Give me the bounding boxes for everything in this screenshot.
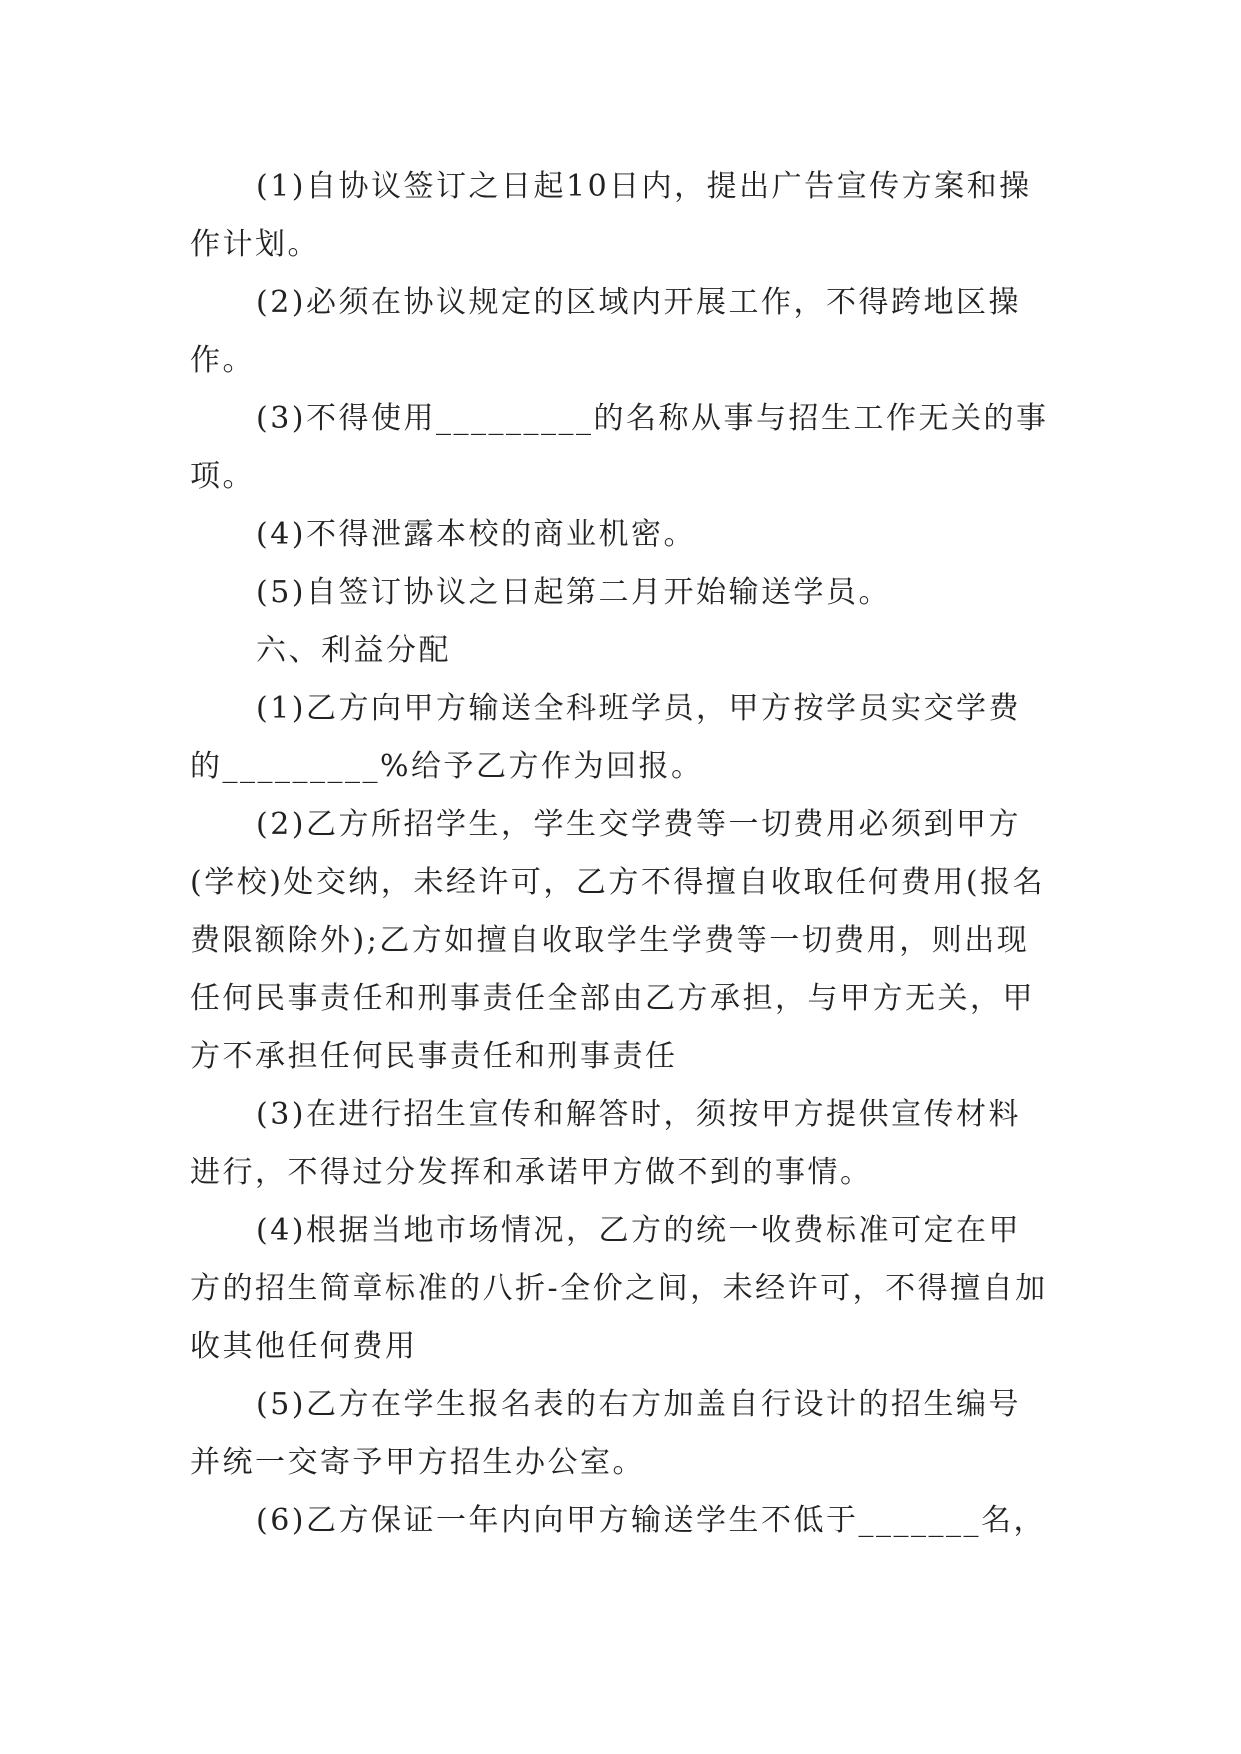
document-body — [190, 158, 1050, 1550]
paragraph-1: (1)自协议签订之日起10日内，提出广告宣传方案和操作计划。 — [190, 169, 1032, 262]
paragraph-10: (5)乙方在学生报名表的右方加盖自行设计的招生编号并统一交寄予甲方招生办公室。 — [190, 1387, 1021, 1480]
paragraph-5: (5)自签订协议之日起第二月开始输送学员。 — [256, 575, 891, 610]
paragraph-3: (3)不得使用_________的名称从事与招生工作无关的事项。 — [190, 401, 1049, 494]
paragraph-4: (4)不得泄露本校的商业机密。 — [256, 517, 696, 552]
section-heading: 六、利益分配 — [256, 633, 451, 668]
paragraph-2: (2)必须在协议规定的区域内开展工作，不得跨地区操作。 — [190, 285, 1021, 378]
paragraph-9: (4)根据当地市场情况，乙方的统一收费标准可定在甲方的招生简章标准的八折-全价之间，未经许可，不得擅自加收其他任何费用 — [190, 1213, 1048, 1364]
paragraph-7: (2)乙方所招学生，学生交学费等一切费用必须到甲方(学校)处交纳，未经许可，乙方不得擅自收取任何费用(报名费限额除外);乙方如擅自收取学生学费等一切费用，则出现任何民事责任和刑事责任全部由乙方承担，与甲方无关，甲方不承担任何民事责任和刑事责任 — [190, 807, 1046, 1074]
paragraph-8: (3)在进行招生宣传和解答时，须按甲方提供宣传材料进行，不得过分发挥和承诺甲方做不到的事情。 — [190, 1097, 1021, 1190]
paragraph-11: (6)乙方保证一年内向甲方输送学生不低于_______名， — [256, 1503, 1046, 1538]
paragraph-6: (1)乙方向甲方输送全科班学员，甲方按学员实交学费的_________%给予乙方作为回报。 — [190, 691, 1021, 784]
